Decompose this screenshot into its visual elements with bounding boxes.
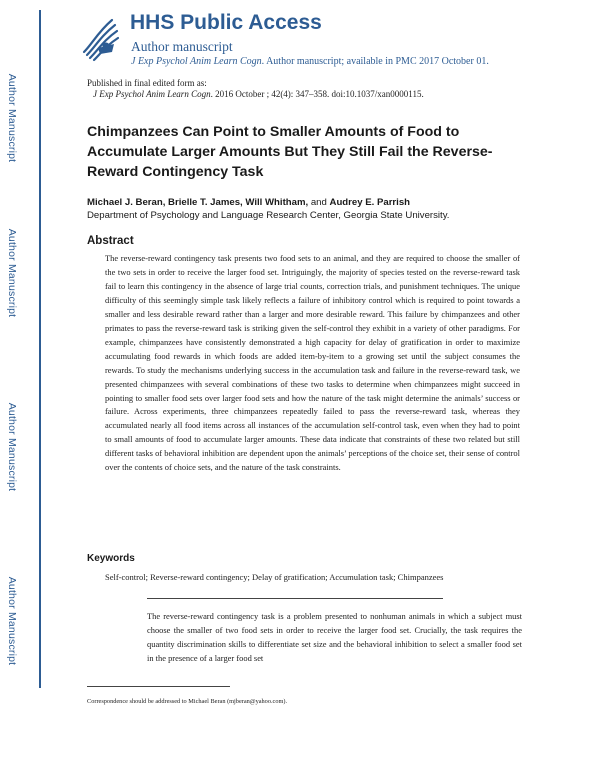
banner-journal: J Exp Psychol Anim Learn Cogn. Author manuscript; available in PMC 2017 October 01. bbox=[131, 56, 489, 67]
keywords-heading: Keywords bbox=[87, 553, 135, 564]
footnote-rule bbox=[87, 686, 230, 687]
citation: J Exp Psychol Anim Learn Cogn. 2016 October ; 42(4): 347–358. doi:10.1037/xan0000115. bbox=[93, 89, 424, 99]
margin-rule bbox=[39, 10, 41, 688]
banner-title: HHS Public Access bbox=[130, 11, 322, 34]
section-divider bbox=[147, 598, 443, 599]
authors: Michael J. Beran, Brielle T. James, Will Whitham, and Audrey E. Parrish bbox=[87, 197, 411, 208]
banner-subtitle: Author manuscript bbox=[131, 39, 233, 54]
side-label-author-manuscript: Author Manuscript bbox=[6, 402, 18, 492]
side-label-author-manuscript: Author Manuscript bbox=[6, 73, 18, 163]
affiliation: Department of Psychology and Language Research Center, Georgia State University. bbox=[87, 210, 450, 221]
abstract-text: The reverse-reward contingency task presents two food sets to an animal, and they are required to choose the smaller of the two sets in order to receive the larger food set. Intriguingly, the majority of species tested on the reverse-reward task fail to learn this contingency in the absence of large trial counts, correction trials, and punishment techniques. The unique difficulty of this seemingly simple task likely reflects a failure of inhibitory control which is required to point towards a smaller and less desirable reward rather than a larger and more desirable reward. This failure by chimpanzees and other primates to pass the reverse-reward task is striking given the self-control they exhibit in a variety of other paradigms. For example, chimpanzees have consistently demonstrated a high capacity for delay of gratification in order to maximize accumulating food rewards in which foods are added item-by-item to a growing set until the subject consumes the rewards. To study the mechanisms underlying success in the accumulation task and failure in the reverse-reward task, we presented chimpanzees with several combinations of these two tasks to determine when chimpanzees might succeed in pointing to smaller food sets over larger food sets and how the nature of the task might determine the animals’ success or failure. Across experiments, three chimpanzees repeatedly failed to pass the reverse-reward task, whereas they accumulated nearly all food items across all instances of the accumulation self-control task, even when they had to point to small amounts of food to accumulate larger amounts. These data indicate that constraints of these two related but still different tasks of behavioral inhibition are dependent upon the animals’ perceptions of the choice set, their sense of control over the contents of choice sets, and the nature of the task constraints. bbox=[105, 253, 520, 473]
hhs-eagle-logo bbox=[78, 14, 122, 62]
correspondence-footnote: Correspondence should be addressed to Michael Beran (mjberan@yahoo.com). bbox=[87, 698, 288, 705]
published-label: Published in final edited form as: bbox=[87, 78, 207, 88]
keywords-text: Self-control; Reverse-reward contingency; Delay of gratification; Accumulation task; Chimpanzees bbox=[105, 572, 444, 582]
abstract-heading: Abstract bbox=[87, 235, 134, 247]
side-label-author-manuscript: Author Manuscript bbox=[6, 576, 18, 666]
paper-title: Chimpanzees Can Point to Smaller Amounts of Food to Accumulate Larger Amounts But They Still Fail the Reverse-Reward Contingency Task bbox=[87, 124, 493, 180]
intro-paragraph: The reverse-reward contingency task is a problem presented to nonhuman animals in which a subject must choose the smaller of two food sets in order to receive the larger food set. Crucially, the task requires the quantity discrimination skills to differentiate set size and the behavioral inhibition to select a smaller food set in the presence of a larger food set bbox=[147, 611, 522, 663]
side-label-author-manuscript: Author Manuscript bbox=[6, 228, 18, 318]
